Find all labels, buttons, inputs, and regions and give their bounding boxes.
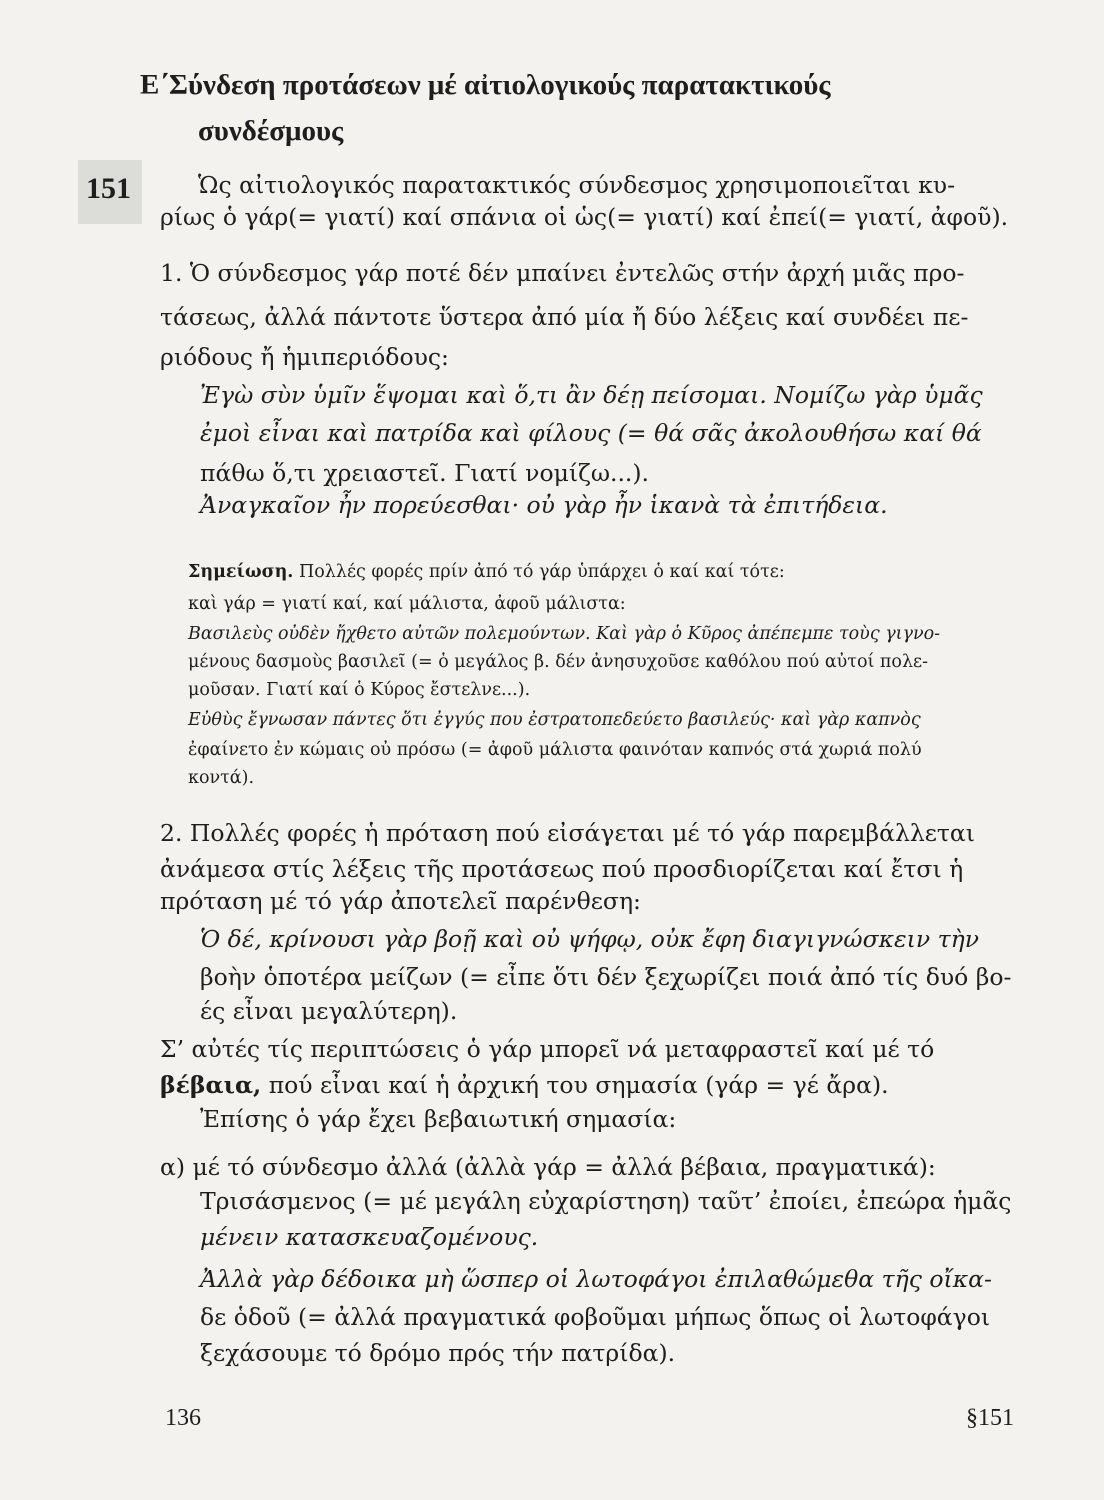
note-line-3: Βασιλεὺς οὐδὲν ἤχθετο αὐτῶν πολεμούντων. Καὶ γὰρ ὁ Κῦρος ἀπέπεμπε τοὺς γιγνο- [188, 624, 941, 644]
point2-line-5-rest: πού εἶναι καί ἡ ἀρχική του σημασία (γάρ = γέ ἄρα). [261, 1071, 889, 1099]
point2-a-example-2-line-2: δε ὁδοῦ (= ἀλλά πραγματικά φοβοῦμαι μήπως ὅπως οἱ λωτοφάγοι [200, 1303, 991, 1331]
point2-example-line-2: βοὴν ὁποτέρα μείζων (= εἶπε ὅτι δέν ξεχωρίζει ποιά ἀπό τίς δυό βο- [200, 963, 1012, 991]
section-heading [140, 62, 960, 154]
point2-a-example-1-line-2: μένειν κατασκευαζομένους. [200, 1223, 539, 1251]
point1-line-2: τάσεως, ἀλλά πάντοτε ὕστερα ἀπό μία ἤ δύο λέξεις καί συνδέει πε- [160, 303, 969, 331]
point2-line-3: πρόταση μέ τό γάρ ἀποτελεῖ παρένθεση: [160, 887, 641, 915]
point2-line-6: Ἐπίσης ὁ γάρ ἔχει βεβαιωτική σημασία: [200, 1105, 677, 1133]
intro-line-1: Ὡς αἰτιολογικός παρατακτικός σύνδεσμος χρησιμοποιεῖται κυ- [198, 171, 956, 199]
section-reference: §151 [966, 1405, 1014, 1431]
point2-example-line-1: Ὁ δέ, κρίνουσι γὰρ βοῇ καὶ οὐ ψήφῳ, οὐκ ἔφη διαγιγνώσκειν τὴν [200, 925, 979, 953]
point1-example-1-line-2: ἐμοὶ εἶναι καὶ πατρίδα καὶ φίλους (= θά σᾶς ἀκολουθήσω καί θά [200, 419, 982, 447]
paragraph-number: 151 [86, 172, 131, 205]
point2-a-line-1: α) μέ τό σύνδεσμο ἀλλά (ἀλλὰ γάρ = ἀλλά βέβαια, πραγματικά): [160, 1153, 936, 1181]
point2-line-5 [160, 1070, 1020, 1100]
note-line-5: μοῦσαν. Γιατί καί ὁ Κύρος ἔστελνε...). [188, 680, 531, 700]
point2-a-example-1-line-1: Τρισάσμενος (= μέ μεγάλη εὐχαρίστηση) ταῦτ’ ἐποίει, ἐπεώρα ἡμᾶς [200, 1187, 1012, 1215]
note-line-8: κοντά). [188, 768, 255, 788]
heading-line-1: Ε΄Σύνδεση προτάσεων μέ αἰτιολογικούς παρατακτικούς [140, 69, 831, 101]
point2-line-1: 2. Πολλές φορές ἡ πρόταση πού εἰσάγεται μέ τό γάρ παρεμβάλλεται [160, 819, 976, 847]
heading-line-2: συνδέσμους [198, 115, 344, 147]
point2-line-2: ἀνάμεσα στίς λέξεις τῆς προτάσεως πού προσδιορίζεται καί ἔτσι ἡ [160, 855, 964, 883]
page-number: 136 [165, 1405, 201, 1431]
point1-example-1-line-3: πάθω ὅ,τι χρειαστεῖ. Γιατί νομίζω...). [200, 459, 650, 487]
point1-example-1-line-1: Ἐγὼ σὺν ὑμῖν ἕψομαι καὶ ὅ,τι ἂν δέῃ πείσομαι. Νομίζω γὰρ ὑμᾶς [200, 381, 983, 409]
note-line-7: ἐφαίνετο ἐν κώμαις οὐ πρόσω (= ἀφοῦ μάλιστα φαινόταν καπνός στά χωριά πολύ [188, 740, 922, 760]
note-line-4: μένους δασμοὺς βασιλεῖ (= ὁ μεγάλος β. δέν ἀνησυχοῦσε καθόλου πού αὐτοί πολε- [188, 652, 929, 672]
bold-word-bebaia: βέβαια, [160, 1071, 262, 1099]
note-line-1 [188, 560, 1028, 584]
point2-line-4: Σ’ αὐτές τίς περιπτώσεις ὁ γάρ μπορεῖ νά μεταφραστεῖ καί μέ τό [160, 1035, 935, 1063]
note-intro: Πολλές φορές πρίν ἀπό τό γάρ ὑπάρχει ὁ καί καί τότε: [298, 562, 785, 582]
point2-example-line-3: ές εἶναι μεγαλύτερη). [200, 997, 458, 1025]
point1-example-2: Ἀναγκαῖον ἦν πορεύεσθαι· οὐ γὰρ ἦν ἱκανὰ τὰ ἐπιτήδεια. [200, 491, 888, 519]
note-label: Σημείωση. [188, 562, 294, 582]
point1-line-3: ριόδους ἤ ἡμιπεριόδους: [160, 343, 449, 371]
note-line-2: καὶ γάρ = γιατί καί, καί μάλιστα, ἀφοῦ μάλιστα: [188, 594, 626, 614]
intro-line-2: ρίως ὁ γάρ(= γιατί) καί σπάνια οἱ ὡς(= γιατί) καί ἐπεί(= γιατί, ἀφοῦ). [160, 203, 1009, 231]
point1-line-1: 1. Ὁ σύνδεσμος γάρ ποτέ δέν μπαίνει ἐντελῶς στήν ἀρχή μιᾶς προ- [160, 259, 965, 287]
note-line-6: Εὐθὺς ἔγνωσαν πάντες ὅτι ἐγγύς που ἐστρατοπεδεύετο βασιλεύς· καὶ γὰρ καπνὸς [188, 710, 921, 730]
point2-a-example-2-line-1: Ἀλλὰ γὰρ δέδοικα μὴ ὥσπερ οἱ λωτοφάγοι ἐπιλαθώμεθα τῆς οἴκα- [200, 1265, 992, 1293]
point2-a-example-2-line-3: ξεχάσουμε τό δρόμο πρός τήν πατρίδα). [200, 1339, 676, 1367]
